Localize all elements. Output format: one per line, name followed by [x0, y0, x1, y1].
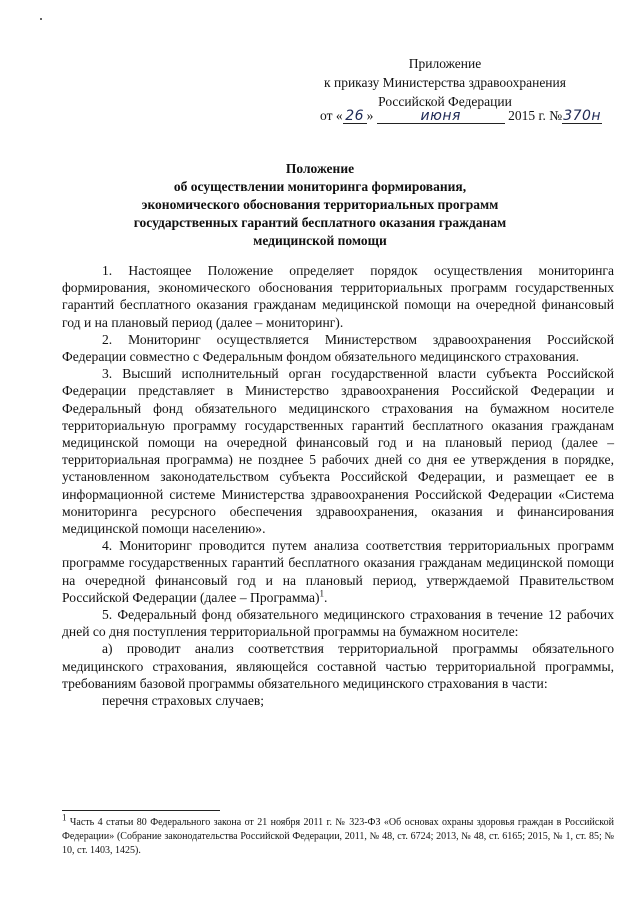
footnote-number: 1 [62, 812, 67, 823]
order-day-handwritten: 26 [343, 109, 367, 124]
paragraph-4-text: 4. Мониторинг проводится путем анализа соответствия территориальных программ программе государственных гарантий бесплатного оказания гражданам медицинской помощи на очередной финансовый год и на плановый период, утверждаемой Правительством Российской Федерации (далее – Программа) [62, 538, 614, 605]
appendix-header [300, 54, 590, 111]
footnote [62, 812, 614, 858]
document-body [62, 262, 614, 709]
paragraph-5a: а) проводит анализ соответствия территориальной программы обязательного медицинского страхования, являющейся составной частью территориальной программы, требованиям базовой программы обязательного медицинского страхования в части: [62, 641, 614, 691]
order-year-label: 2015 г. № [508, 108, 563, 123]
order-close-quote: » [366, 108, 374, 123]
order-ot-label: от « [320, 108, 343, 123]
order-date-number [320, 108, 602, 124]
paragraph-3: 3. Высший исполнительный орган государственной власти субъекта Российской Федерации представляет в Министерство здравоохранения Российской Федерации и Федеральный фонд обязательного медицинского страхования на бумажном носителе территориальную программу государственных гарантий бесплатного оказания гражданам медицинской помощи на очередной финансовый год и на плановый период (далее – территориальная программа) не позднее 5 рабочих дней со дня ее утверждения в порядке, установленном законодательством субъекта Российской Федерации, и размещает ее в информационной системе Министерства здравоохранения Российской Федерации «Система мониторинга ресурсного обеспечения здравоохранения, оказания и финансирования медицинской помощи населению». [62, 366, 614, 537]
footnote-divider [62, 810, 220, 811]
paragraph-5: 5. Федеральный фонд обязательного медицинского страхования в течение 12 рабочих дней со дня поступления территориальной программы на бумажном носителе: [62, 607, 614, 640]
footnote-text: Часть 4 статьи 80 Федерального закона от 21 ноября 2011 г. № 323-ФЗ «Об основах охраны здоровья граждан в Российской Федерации» (Собрание законодательства Российской Федерации, 2011, № 48, ст. 6724; 2013, № 48, ст. 6165; 2015, № 1, ст. 85; № 10, ст. 1403, 1425). [62, 817, 614, 856]
paragraph-4 [62, 537, 614, 606]
scan-speck [40, 18, 42, 20]
order-number-handwritten: 370н [563, 108, 602, 124]
title-line-5: медицинской помощи [253, 233, 387, 248]
title-line-4: государственных гарантий бесплатного оказания гражданам [133, 215, 507, 230]
appendix-ministry: Российской Федерации [378, 94, 512, 109]
title-line-1: Положение [285, 161, 355, 176]
title-line-2: об осуществлении мониторинга формирования, [173, 179, 467, 194]
footnote-ref: 1 [319, 588, 325, 599]
order-month-handwritten: июня [377, 109, 505, 124]
appendix-label: Приложение [408, 56, 482, 71]
paragraph-4-end: . [324, 589, 328, 605]
title-line-3: экономического обоснования территориальных программ [141, 197, 499, 212]
paragraph-2: 2. Мониторинг осуществляется Министерством здравоохранения Российской Федерации совместно с Федеральным фондом обязательного медицинского страхования. [62, 331, 614, 365]
document-title [70, 160, 570, 250]
appendix-order-ref: к приказу Министерства здравоохранения [324, 75, 566, 90]
paragraph-5a-item-1: перечня страховых случаев; [102, 693, 265, 709]
paragraph-1: 1. Настоящее Положение определяет порядок осуществления мониторинга формирования, экономического обоснования территориальных программ государственных гарантий бесплатного оказания гражданам медицинской помощи на очередной финансовый год и на плановый период (далее – мониторинг). [62, 263, 614, 330]
